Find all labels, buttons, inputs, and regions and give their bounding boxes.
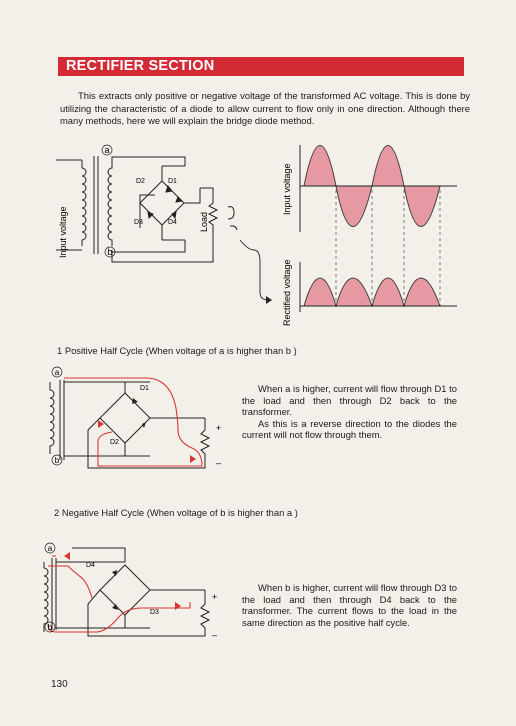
case1-label-b: b [54, 456, 60, 465]
input-waveform [300, 145, 457, 232]
case2-label-a: a [47, 544, 53, 553]
input-voltage-right-label: Input voltage [282, 163, 292, 215]
case2-label-d4: D4 [86, 562, 95, 569]
current-path-positive [64, 378, 202, 466]
page-number: 130 [51, 679, 68, 690]
load-resistor [209, 196, 237, 232]
label-d1-top: D1 [168, 178, 177, 185]
bridge-rectifier-diagram [0, 0, 516, 340]
transformer [56, 156, 213, 262]
case2-title: 2 Negative Half Cycle (When voltage of b is higher than a ) [54, 507, 298, 518]
positive-half-cycle-diagram [0, 360, 250, 480]
case1-text [242, 383, 457, 441]
label-b-top: b [107, 247, 113, 257]
case1-label-d1: D1 [140, 385, 149, 392]
negative-half-cycle-diagram [0, 530, 250, 650]
case1-para2: As this is a reverse direction to the diodes the current will not flow through them. [242, 417, 457, 441]
current-path-negative [48, 556, 190, 632]
case1-minus: – [216, 458, 222, 468]
case2-para1: When b is higher, current will flow through D3 to the load and then through D4 back to the transformer. The current flows to the load in the same direction as the positive half cycle. [242, 582, 457, 628]
label-d4-top: D4 [168, 219, 177, 226]
case1-para1: When a is higher, current will flow through D1 to the load and then through D2 back to the transformer. [242, 383, 457, 418]
intro-text: This extracts only positive or negative voltage of the transformed AC voltage. This is done by utilizing the characteristic of a diode to allow current to flow only in one direction. Although there many methods, here we will explain the bridge diode method. [60, 90, 470, 126]
load-label: Load [199, 211, 209, 232]
case2-label-b: b [47, 623, 53, 632]
case2-minus: – [212, 630, 218, 640]
input-voltage-left-label: Input voltage [58, 206, 68, 258]
section-title: RECTIFIER SECTION [66, 58, 215, 74]
label-d3-top: D3 [134, 219, 143, 226]
case1-title: 1 Positive Half Cycle (When voltage of a is higher than b ) [57, 345, 297, 356]
label-a-top: a [104, 145, 110, 155]
output-arrow [240, 240, 268, 300]
rectified-waveform [300, 262, 457, 312]
label-d2-top: D2 [136, 178, 145, 185]
case2-plus: + [212, 592, 218, 602]
case1-label-d2: D2 [110, 439, 119, 446]
case2-text [242, 582, 457, 628]
case1-plus: + [216, 423, 222, 433]
case1-label-a: a [54, 368, 60, 377]
case2-label-d3: D3 [150, 609, 159, 616]
rectified-voltage-label: Rectified voltage [282, 259, 292, 326]
